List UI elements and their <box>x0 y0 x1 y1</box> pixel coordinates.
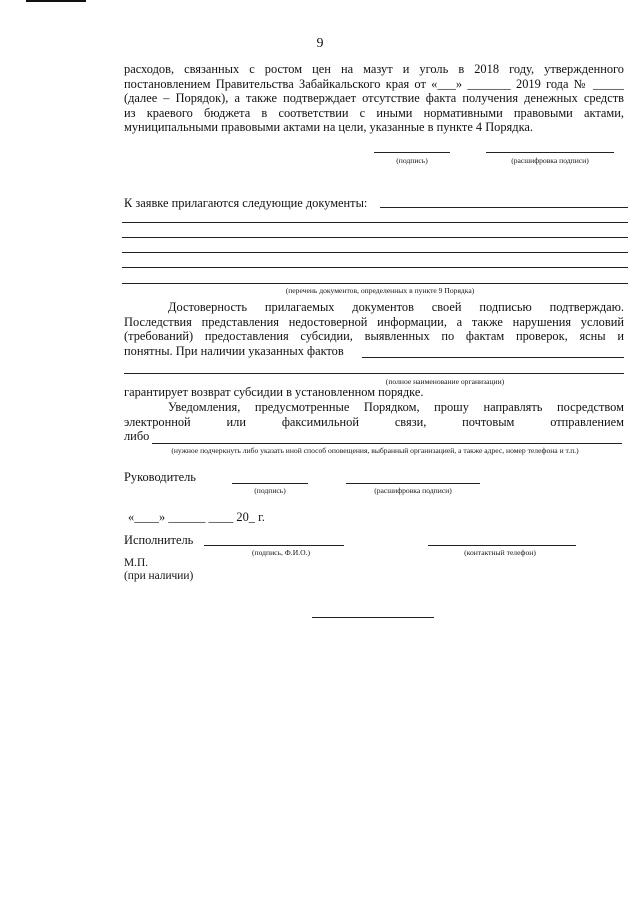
notice-caption: (нужное подчеркнуть либо указать иной способ оповещения, выбранный организацией, а также адрес, номер телефона и т.п.) <box>171 446 579 455</box>
notice-word-3: факсимильной <box>281 414 359 429</box>
executor-phone-caption: (контактный телефон) <box>464 548 536 557</box>
confirm-line-1: Достоверность прилагаемых документов своей подписью подтверждаю. <box>168 300 624 314</box>
notice-word-2: или <box>226 414 246 429</box>
intro-line-3: (далее – Порядок), а также подтверждает отсутствие факта получения денежных средств <box>124 91 624 106</box>
head-decode-line <box>346 483 480 484</box>
notice-line-2 <box>124 415 624 430</box>
executor-label: Исполнитель <box>124 533 194 547</box>
confirm-line-3: (требований) предоставления субсидии, выявленных по фактам проверок, ясны и <box>124 329 624 344</box>
head-decode-caption: (расшифровка подписи) <box>374 486 452 495</box>
intro-line-4: из краевого бюджета в соответствии с иными нормативными правовыми актами, <box>124 105 624 120</box>
org-name-line <box>124 373 624 374</box>
stamp-note: (при наличии) <box>124 570 194 582</box>
head-signature-caption: (подпись) <box>254 486 286 495</box>
confirm-line-5: гарантирует возврат субсидии в установленном порядке. <box>124 385 424 399</box>
facts-line <box>362 357 624 358</box>
notice-line-3: либо <box>124 429 150 444</box>
confirm-paragraph <box>124 300 624 358</box>
page-number: 9 <box>316 36 324 51</box>
head-label: Руководитель <box>124 470 196 484</box>
documents-caption: (перечень документов, определенных в пункте 9 Порядка) <box>285 286 475 295</box>
confirm-line-2: Последствия представления недостоверной информации, а также нарушения условий <box>124 314 624 329</box>
documents-line-5 <box>122 283 628 284</box>
signature-caption: (подпись) <box>396 156 428 165</box>
signature-decode-line <box>486 152 614 153</box>
executor-signature-line <box>204 545 344 546</box>
confirm-line-4: понятны. При наличии указанных фактов <box>124 343 344 358</box>
org-caption: (полное наименование организации) <box>385 377 505 386</box>
intro-line-2: постановлением Правительства Забайкальского края от «___» _______ 2019 года № _____ <box>124 76 624 91</box>
intro-paragraph <box>124 62 624 135</box>
notice-word-1: электронной <box>124 414 191 429</box>
stamp-label: М.П. <box>124 557 149 569</box>
date-line: «____» ______ ____ 20_ г. <box>128 510 265 524</box>
notice-line-1: Уведомления, предусмотренные Порядком, прошу направлять посредством <box>168 400 624 414</box>
notice-method-line <box>152 443 622 444</box>
signature-line <box>374 152 450 153</box>
notice-paragraph <box>124 400 624 444</box>
executor-phone-line <box>428 545 576 546</box>
head-signature-line <box>232 483 308 484</box>
top-rule <box>26 0 86 2</box>
closing-rule <box>312 617 434 618</box>
documents-heading: К заявке прилагаются следующие документы: <box>124 196 368 210</box>
documents-line-4 <box>122 267 628 268</box>
documents-line-3 <box>122 252 628 253</box>
signature-decode-caption: (расшифровка подписи) <box>511 156 589 165</box>
documents-line-0 <box>380 207 628 208</box>
documents-line-2 <box>122 237 628 238</box>
intro-line-1: расходов, связанных с ростом цен на мазут и уголь в 2018 году, утвержденного <box>124 62 624 76</box>
notice-word-4: связи, <box>394 414 427 429</box>
documents-line-1 <box>122 222 628 223</box>
notice-word-5: почтовым <box>462 414 515 429</box>
notice-word-6: отправлением <box>550 414 624 429</box>
executor-signature-caption: (подпись, Ф.И.О.) <box>252 548 310 557</box>
intro-line-5: муниципальными правовыми актами на цели, указанные в пункте 4 Порядка. <box>124 120 533 135</box>
